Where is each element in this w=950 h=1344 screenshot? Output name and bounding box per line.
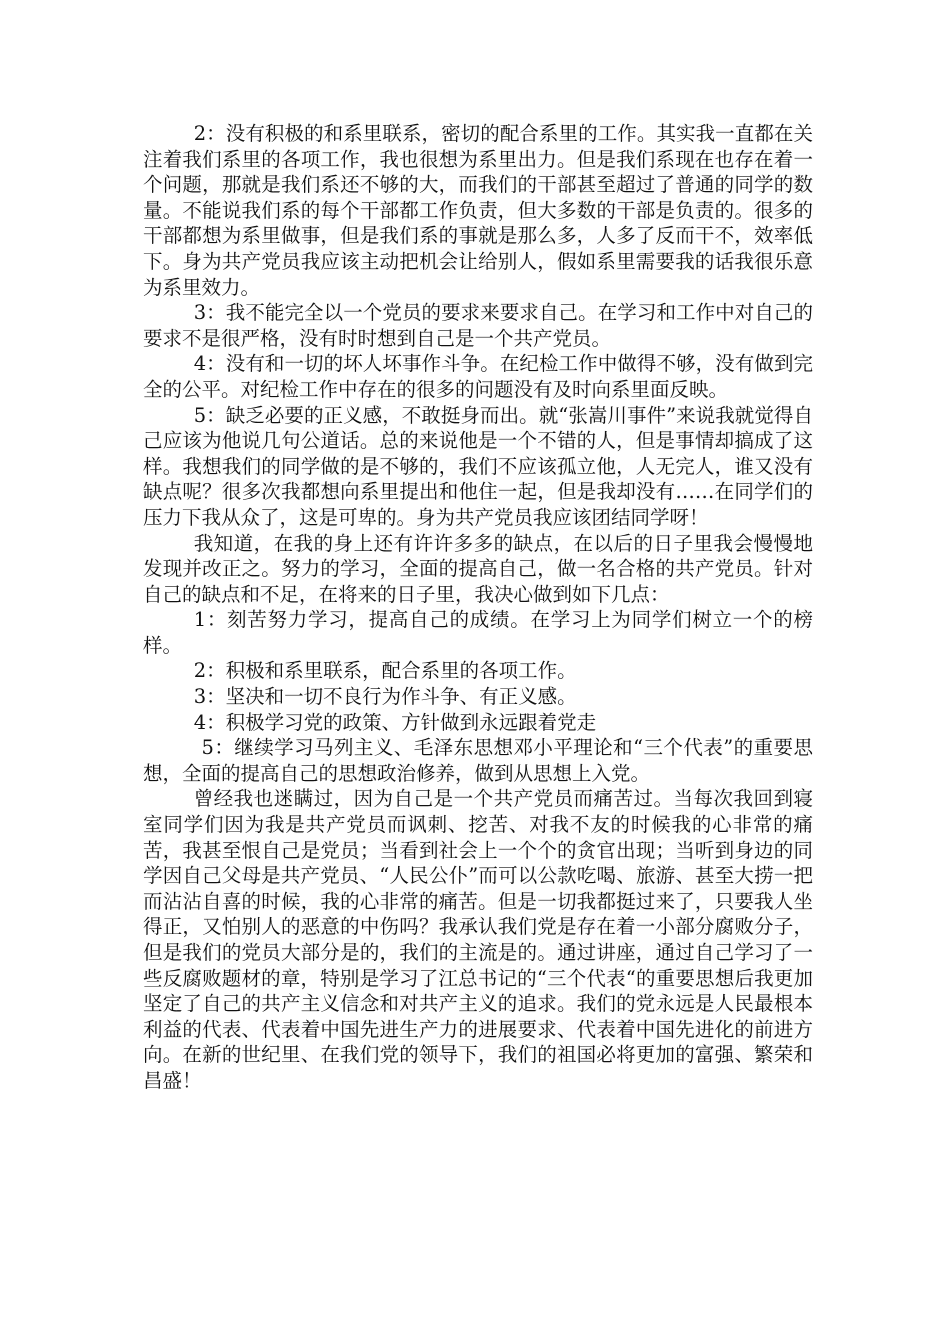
- paragraph-resolution-intro: 我知道，在我的身上还有许许多多的缺点，在以后的日子里我会慢慢地发现并改正之。努力的学习，全面的提高自己，做一名合格的共产党员。针对自己的缺点和不足，在将来的日子里，我决心做到如下几点：: [143, 531, 813, 606]
- paragraph-resolution-1: 1：刻苦努力学习，提高自己的成绩。在学习上为同学们树立一个的榜样。: [143, 608, 813, 657]
- paragraph-shortcoming-5: 5：缺乏必要的正义感，不敢挺身而出。就“张嵩川事件”来说我就觉得自己应该为他说几句公道话。总的来说他是一个不错的人，但是事情却搞成了这样。我想我们的同学做的是不够的，我们不应该孤立他，人无完人，谁又没有缺点呢？很多次我都想向系里提出和他住一起，但是我却没有……在同学们的压力下我从众了，这是可卑的。身为共产党员我应该团结同学呀！: [143, 403, 813, 529]
- paragraph-shortcoming-3: 3：我不能完全以一个党员的要求来要求自己。在学习和工作中对自己的要求不是很严格，没有时时想到自己是一个共产党员。: [143, 301, 813, 350]
- paragraph-resolution-2: 2：积极和系里联系，配合系里的各项工作。: [193, 659, 577, 683]
- paragraph-resolution-5: 5：继续学习马列主义、毛泽东思想邓小平理论和“三个代表”的重要思想，全面的提高自己的思想政治修养，做到从思想上入党。: [143, 736, 813, 785]
- document-body: [143, 121, 813, 1094]
- paragraph-reflection: 曾经我也迷瞒过，因为自己是一个共产党员而痛苦过。当每次我回到寝室同学们因为我是共产党员而讽刺、挖苦、对我不友的时候我的心非常的痛苦，我甚至恨自己是党员；当看到社会上一个个的贪官出现；当听到身边的同学因自己父母是共产党员、“人民公仆”而可以公款吃喝、旅游、甚至大捞一把而沾沾自喜的时候，我的心非常的痛苦。但是一切我都挺过来了，只要我人坐得正，又怕别人的恶意的中伤吗？我承认我们党是存在着一小部分腐败分子，但是我们的党员大部分是的，我们的主流是的。通过讲座，通过自己学习了一些反腐败题材的章，特别是学习了江总书记的“三个代表“的重要思想后我更加坚定了自己的共产主义信念和对共产主义的追求。我们的党永远是人民最根本利益的代表、代表着中国先进生产力的进展要求、代表着中国先进化的前进方向。在新的世纪里、在我们党的领导下，我们的祖国必将更加的富强、繁荣和昌盛！: [143, 787, 813, 1092]
- paragraph-resolution-3: 3：坚决和一切不良行为作斗争、有正义感。: [193, 685, 577, 709]
- paragraph-shortcoming-4: 4：没有和一切的坏人坏事作斗争。在纪检工作中做得不够，没有做到完全的公平。对纪检工作中存在的很多的问题没有及时向系里面反映。: [143, 352, 813, 401]
- paragraph-shortcoming-2: 2：没有积极的和系里联系，密切的配合系里的工作。其实我一直都在关注着我们系里的各项工作，我也很想为系里出力。但是我们系现在也存在着一个问题，那就是我们系还不够的大，而我们的干部甚至超过了普通的同学的数量。不能说我们系的每个干部都工作负责，但大多数的干部是负责的。很多的干部都想为系里做事，但是我们系的事就是那么多，人多了反而干不，效率低下。身为共产党员我应该主动把机会让给别人，假如系里需要我的话我很乐意为系里效力。: [143, 122, 813, 299]
- paragraph-resolution-4: 4：积极学习党的政策、方针做到永远跟着党走: [193, 710, 597, 734]
